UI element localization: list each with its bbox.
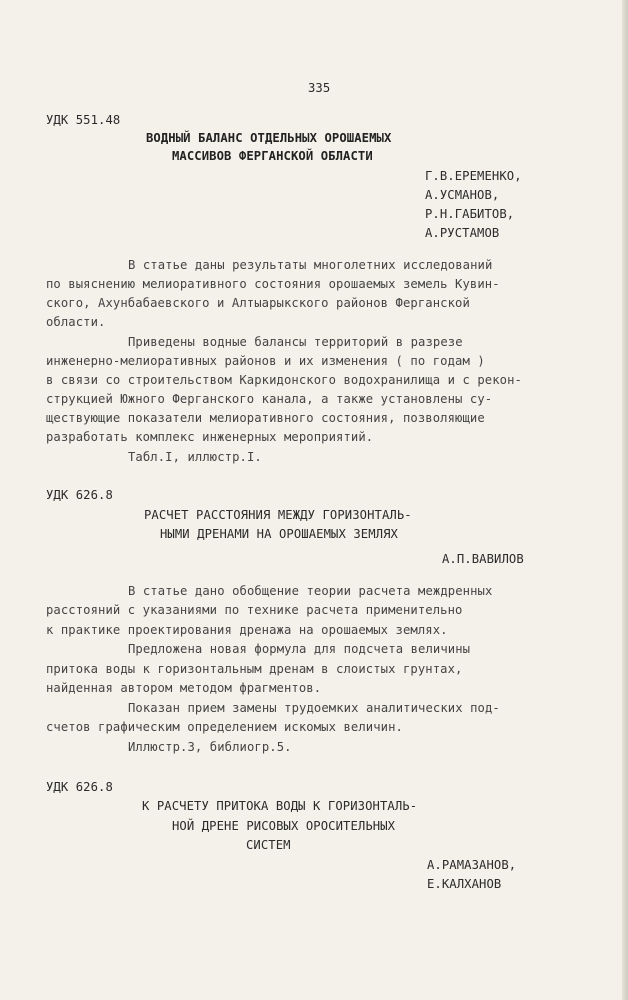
abstract-line: ского, Ахунбабаевского и Алтыарыкского районов Ферганской (46, 296, 470, 310)
abstract-line: счетов графическим определением искомых величин. (46, 720, 403, 734)
udk-code: УДК 626.8 (46, 488, 113, 502)
abstract-line: В статье даны результаты многолетних исследований (128, 258, 493, 272)
abstract-line: расстояний с указаниями по технике расчета применительно (46, 603, 463, 617)
abstract-line: струкцией Южного Ферганского канала, а также установлены су- (46, 392, 493, 406)
article-title: СИСТЕМ (246, 838, 291, 852)
article-title: НЫМИ ДРЕНАМИ НА ОРОШАЕМЫХ ЗЕМЛЯХ (160, 527, 398, 541)
abstract-line: в связи со строительством Каркидонского водохранилища и с рекон- (46, 373, 522, 387)
abstract-line: найденная автором методом фрагментов. (46, 681, 322, 695)
page-number: 335 (308, 81, 331, 95)
udk-code: УДК 551.48 (46, 113, 121, 127)
abstract-line: притока воды к горизонтальным дренам в слоистых грунтах, (46, 662, 463, 676)
abstract-line: Приведены водные балансы территорий в разрезе (128, 335, 463, 349)
abstract-line: по выяснению мелиоративного состояния орошаемых земель Кувин- (46, 277, 500, 291)
abstract-line: к практике проектирования дренажа на орошаемых землях. (46, 623, 448, 637)
article-title: ВОДНЫЙ БАЛАНС ОТДЕЛЬНЫХ ОРОШАЕМЫХ (146, 131, 392, 145)
article-title: НОЙ ДРЕНЕ РИСОВЫХ ОРОСИТЕЛЬНЫХ (172, 819, 396, 833)
author: Р.Н.ГАБИТОВ, (425, 207, 515, 221)
author: Е.КАЛХАНОВ (427, 877, 502, 891)
abstract-line: Показан прием замены трудоемких аналитических под- (128, 701, 500, 715)
abstract-line: В статье дано обобщение теории расчета междренных (128, 584, 493, 598)
abstract-line: инженерно-мелиоративных районов и их изменения ( по годам ) (46, 354, 485, 368)
article-title: РАСЧЕТ РАССТОЯНИЯ МЕЖДУ ГОРИЗОНТАЛЬ- (144, 508, 412, 522)
author: Г.В.ЕРЕМЕНКО, (425, 169, 522, 183)
bibliographic-note: Иллюстр.3, библиогр.5. (128, 740, 292, 754)
abstract-line: области. (46, 315, 106, 329)
page-edge-shadow (622, 0, 628, 1000)
abstract-line: ществующие показатели мелиоративного состояния, позволяющие (46, 411, 485, 425)
abstract-line: Предложена новая формула для подсчета величины (128, 642, 471, 656)
author: А.П.ВАВИЛОВ (442, 552, 524, 566)
author: А.УСМАНОВ, (425, 188, 500, 202)
article-title: К РАСЧЕТУ ПРИТОКА ВОДЫ К ГОРИЗОНТАЛЬ- (142, 799, 418, 813)
abstract-line: разработать комплекс инженерных мероприятий. (46, 430, 374, 444)
udk-code: УДК 626.8 (46, 780, 113, 794)
author: А.РАМАЗАНОВ, (427, 858, 517, 872)
bibliographic-note: Табл.I, иллюстр.I. (128, 450, 262, 464)
author: А.РУСТАМОВ (425, 226, 500, 240)
article-title: МАССИВОВ ФЕРГАНСКОЙ ОБЛАСТИ (172, 149, 373, 163)
